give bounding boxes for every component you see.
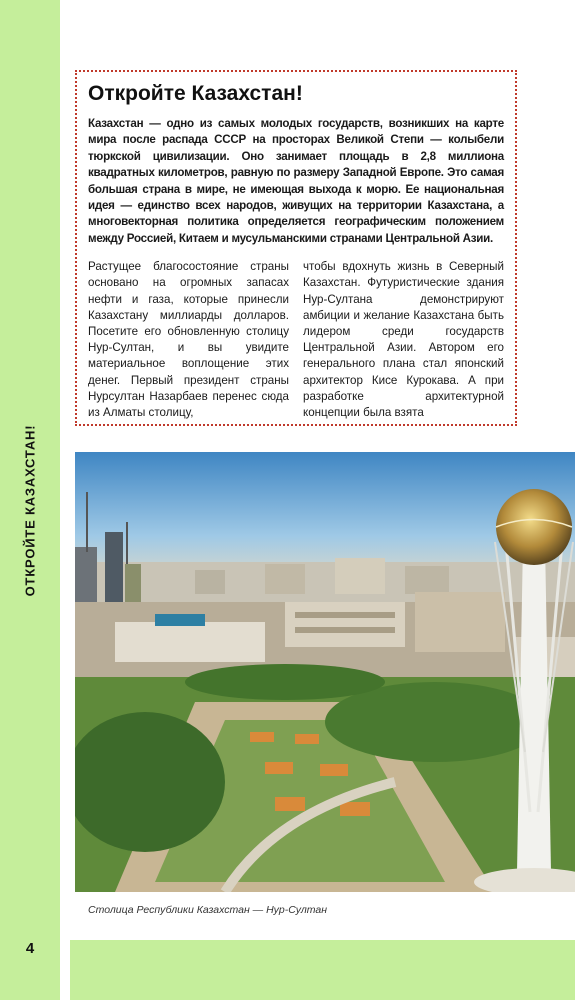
article-title: Откройте Казахстан! [88, 82, 303, 105]
article-column-left: Растущее благосостояние страны основано на огромных запасах нефти и газа, которые принесли Казахстану миллиарды долларов. Посетите его обновленную столицу Нур-Султан, и вы увидите материальное воплощение этих денег. Первый президент страны Нурсултан Назарбаев перенес сюда из Алматы столицу, [88, 260, 289, 420]
article-body [88, 259, 504, 421]
page-number [0, 930, 60, 966]
city-photo [75, 452, 575, 892]
article-lead: Казахстан — одно из самых молодых государств, возникших на карте мира после распада СССР на просторах Великой Степи — колыбели тюркской цивилизации. Оно занимает площадь в 2,8 миллиона квадратных километров, равную по размеру Западной Европе. Это самая большая страна в мире, не имеющая выхода к морю. Ее национальная идея — единство всех народов, живущих на территории Казахстана, а многовекторная политика определяется географическим положением между Россией, Китаем и мусульманскими странами Центральной Азии. [88, 117, 504, 245]
side-label-text: ОТКРОЙТЕ КАЗАХСТАН! [22, 424, 38, 596]
page-number-text: 4 [25, 939, 35, 957]
photo-caption: Столица Республики Казахстан — Нур-Султан [88, 904, 328, 916]
article-column-right: чтобы вдохнуть жизнь в Северный Казахстан. Футуристические здания Нур-Султана демонстрируют амбиции и желание Казахстана быть лидером среди государств Центральной Азии. Автором его генерального плана стал японский архитектор Кисе Курокава. А при разработке архитектурной концепции была взята [303, 260, 504, 420]
city-photo-illustration [75, 452, 575, 892]
bottom-band [70, 940, 575, 1000]
article-box [75, 70, 517, 426]
side-label [0, 410, 60, 610]
